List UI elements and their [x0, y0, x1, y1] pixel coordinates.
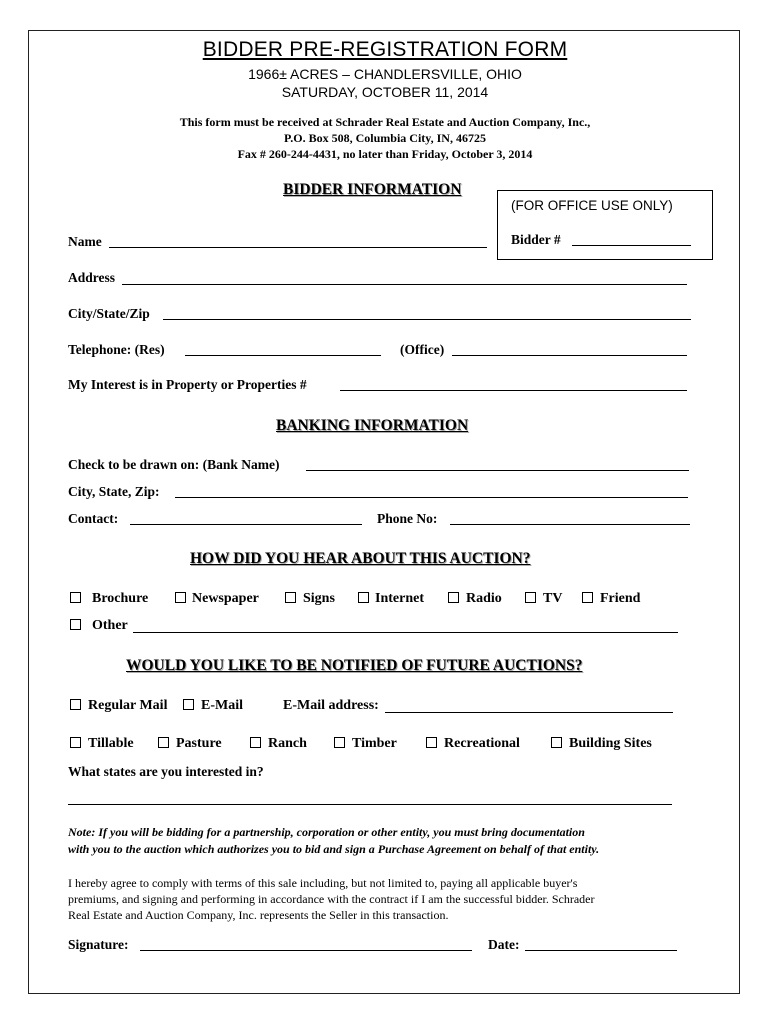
property-interest-label: My Interest is in Property or Properties #: [68, 377, 307, 392]
pasture-checkbox[interactable]: [158, 737, 169, 748]
recreational-label: Recreational: [444, 736, 520, 751]
bidder-number-label: Bidder #: [511, 232, 561, 247]
brochure-checkbox[interactable]: [70, 592, 81, 603]
recreational-checkbox[interactable]: [426, 737, 437, 748]
tillable-label: Tillable: [88, 736, 134, 751]
hear-about-heading: HOW DID YOU HEAR ABOUT THIS AUCTION?: [190, 550, 531, 567]
bank-name-label: Check to be drawn on: (Bank Name): [68, 457, 280, 472]
brochure-label: Brochure: [92, 591, 149, 606]
other-field[interactable]: [133, 632, 678, 633]
telephone-office-field[interactable]: [452, 355, 687, 356]
regular-mail-label: Regular Mail: [88, 698, 168, 713]
building-sites-label: Building Sites: [569, 736, 652, 751]
timber-label: Timber: [352, 736, 397, 751]
pasture-label: Pasture: [176, 736, 222, 751]
bidder-number-field[interactable]: [572, 245, 691, 246]
other-checkbox[interactable]: [70, 619, 81, 630]
agreement-line-3: Real Estate and Auction Company, Inc. represents the Seller in this transaction.: [68, 908, 449, 922]
note-line-1: Note: If you will be bidding for a partnership, corporation or other entity, you must bring documentation: [68, 825, 585, 839]
signs-checkbox[interactable]: [285, 592, 296, 603]
form-title: BIDDER PRE-REGISTRATION FORM: [202, 38, 568, 61]
email-label: E-Mail: [201, 698, 243, 713]
agreement-line-1: I hereby agree to comply with terms of this sale including, but not limited to, paying all applicable buyer's: [68, 876, 578, 890]
tv-label: TV: [543, 591, 563, 606]
email-checkbox[interactable]: [183, 699, 194, 710]
city-state-zip-field[interactable]: [163, 319, 691, 320]
agreement-line-2: premiums, and signing and performing in accordance with the contract if I am the successful bidder. Schrader: [68, 892, 595, 906]
notify-heading: WOULD YOU LIKE TO BE NOTIFIED OF FUTURE AUCTIONS?: [126, 657, 583, 674]
date-label: Date:: [488, 937, 520, 952]
internet-checkbox[interactable]: [358, 592, 369, 603]
bidder-info-heading: BIDDER INFORMATION: [283, 181, 462, 198]
signs-label: Signs: [303, 591, 335, 606]
property-interest-field[interactable]: [340, 390, 687, 391]
telephone-office-label: (Office): [400, 342, 445, 357]
bank-name-field[interactable]: [306, 470, 689, 471]
notice-line-2: P.O. Box 508, Columbia City, IN, 46725: [284, 131, 486, 145]
bank-city-state-zip-label: City, State, Zip:: [68, 484, 160, 499]
date-field[interactable]: [525, 950, 677, 951]
name-field[interactable]: [109, 247, 487, 248]
internet-label: Internet: [375, 591, 424, 606]
newspaper-checkbox[interactable]: [175, 592, 186, 603]
notice-line-1: This form must be received at Schrader Real Estate and Auction Company, Inc.,: [179, 115, 591, 129]
radio-label: Radio: [466, 591, 502, 606]
ranch-checkbox[interactable]: [250, 737, 261, 748]
email-address-label: E-Mail address:: [283, 698, 379, 713]
address-label: Address: [68, 270, 116, 285]
email-address-field[interactable]: [385, 712, 673, 713]
contact-label: Contact:: [68, 511, 119, 526]
name-label: Name: [68, 234, 102, 249]
friend-checkbox[interactable]: [582, 592, 593, 603]
ranch-label: Ranch: [268, 736, 307, 751]
tv-checkbox[interactable]: [525, 592, 536, 603]
note-line-2: with you to the auction which authorizes you to bid and sign a Purchase Agreement on behalf of that entity.: [68, 842, 600, 856]
states-question: What states are you interested in?: [68, 764, 264, 779]
signature-label: Signature:: [68, 937, 129, 952]
city-state-zip-label: City/State/Zip: [68, 306, 150, 321]
signature-field[interactable]: [140, 950, 472, 951]
states-field[interactable]: [68, 804, 672, 805]
phone-field[interactable]: [450, 524, 690, 525]
date-line: SATURDAY, OCTOBER 11, 2014: [281, 84, 489, 100]
telephone-res-field[interactable]: [185, 355, 381, 356]
banking-info-heading: BANKING INFORMATION: [276, 417, 469, 434]
address-field[interactable]: [122, 284, 687, 285]
friend-label: Friend: [600, 591, 641, 606]
contact-field[interactable]: [130, 524, 362, 525]
newspaper-label: Newspaper: [192, 591, 259, 606]
acres-line: 1966± ACRES – CHANDLERSVILLE, OHIO: [248, 66, 522, 82]
building-sites-checkbox[interactable]: [551, 737, 562, 748]
radio-checkbox[interactable]: [448, 592, 459, 603]
phone-label: Phone No:: [377, 511, 438, 526]
telephone-res-label: Telephone: (Res): [68, 342, 165, 357]
tillable-checkbox[interactable]: [70, 737, 81, 748]
timber-checkbox[interactable]: [334, 737, 345, 748]
bank-city-state-zip-field[interactable]: [175, 497, 688, 498]
other-label: Other: [92, 618, 128, 633]
office-use-label: (FOR OFFICE USE ONLY): [511, 198, 673, 213]
regular-mail-checkbox[interactable]: [70, 699, 81, 710]
notice-line-3: Fax # 260-244-4431, no later than Friday, October 3, 2014: [237, 147, 533, 161]
